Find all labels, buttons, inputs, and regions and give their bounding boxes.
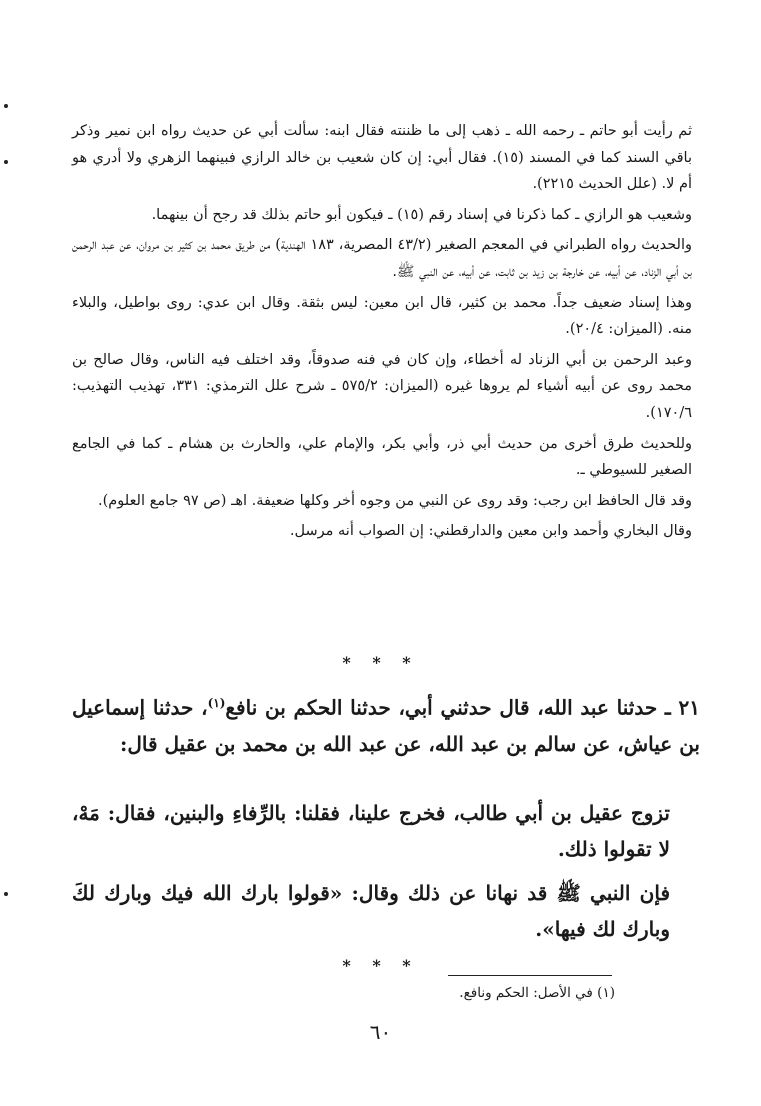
note-paragraph: وشعيب هو الرازي ـ كما ذكرنا في إسناد رقم (١٥) ـ فيكون أبو حاتم بذلك قد رجح أن بينهما. <box>151 206 692 223</box>
note-paragraph: وللحديث طرق أخرى من حديث أبي ذر، وأبي بكر، والإمام علي، والحارث بن هشام ـ كما في الجامع الصغير للسيوطي ـ. <box>72 435 692 479</box>
section-separator: * * * <box>342 956 419 975</box>
matn-paragraph: فإن النبي ﷺ قد نهانا عن ذلك وقال: «قولوا بارك الله فيك وبارك لكَ وبارك لك فيها». <box>72 881 671 941</box>
matn-paragraph: تزوج عقيل بن أبي طالب، فخرج علينا، فقلنا: بالرِّفاءِ والبنين، فقال: مَهْ، لا تقولوا ذلك. <box>72 801 670 861</box>
hadith-matn <box>72 795 700 867</box>
scan-mark <box>4 892 8 896</box>
hadith-isnad <box>72 685 700 762</box>
note-paragraph: وعبد الرحمن بن أبي الزناد له أخطاء، وإن كان في فنه صدوقاً، وقد اختلف فيه الناس، وقال صالح بن محمد روى عن أبيه أشياء لم يروها غيره (الميزان: ٥٧٥/٢ ـ شرح علل الترمذي: ٣٣١، تهذيب التهذيب: ١٧٠/٦). <box>72 351 693 421</box>
note-paragraph: وقد قال الحافظ ابن رجب: وقد روى عن النبي من وجوه أخر وكلها ضعيفة. اهـ (ص ٩٧ جامع العلوم). <box>98 492 692 509</box>
note-paragraph: والحديث رواه الطبراني في المعجم الصغير (٤٣/٢ المصرية، ١٨٣ الهندية) من طريق محمد بن كثير بن مروان، عن عبد الرحمن بن أبي الزناد، عن أبيه، عن خارجة بن زيد بن ثابت، عن أبيه، عن النبي ﷺ. <box>72 237 692 280</box>
footnote: (١) في الأصل: الحكم ونافع. <box>459 985 615 1001</box>
hadith-prophet-saying <box>72 875 700 947</box>
page-number: ٦٠ <box>369 1020 392 1044</box>
scan-mark <box>4 160 8 164</box>
note-paragraph: وقال البخاري وأحمد وابن معين والدارقطني: إن الصواب أنه مرسل. <box>289 523 692 540</box>
section-separator: * * * <box>342 653 419 672</box>
note-paragraph: ثم رأيت أبو حاتم ـ رحمه الله ـ ذهب إلى ما ظننته فقال ابنه: سألت أبي عن حديث رواه ابن نمير وذكر باقي السند كما في المسند (١٥). فقال أبي: إن كان شعيب بن خالد الرازي فبينهما الزهري ولا أدري هو أم لا. (علل الحديث ٢٢١٥). <box>72 123 693 193</box>
footnote-divider <box>448 975 612 976</box>
footnote-reference: (١) <box>207 696 226 710</box>
commentary-notes <box>72 118 692 545</box>
scan-mark <box>4 104 8 108</box>
isnad-start: ٢١ ـ حدثنا عبد الله، قال حدثني أبي، حدثنا الحكم بن نافع <box>225 695 700 720</box>
isnad-rest: ، حدثنا إسماعيل بن عياش، عن سالم بن عبد الله، عن عبد الله بن محمد بن عقيل قال: <box>72 695 700 756</box>
isnad-text <box>72 685 700 762</box>
note-paragraph: وهذا إسناد ضعيف جداً. محمد بن كثير، قال ابن معين: ليس بثقة. وقال ابن عدي: روى بواطيل، والبلاء منه. (الميزان: ٢٠/٤). <box>72 294 692 338</box>
